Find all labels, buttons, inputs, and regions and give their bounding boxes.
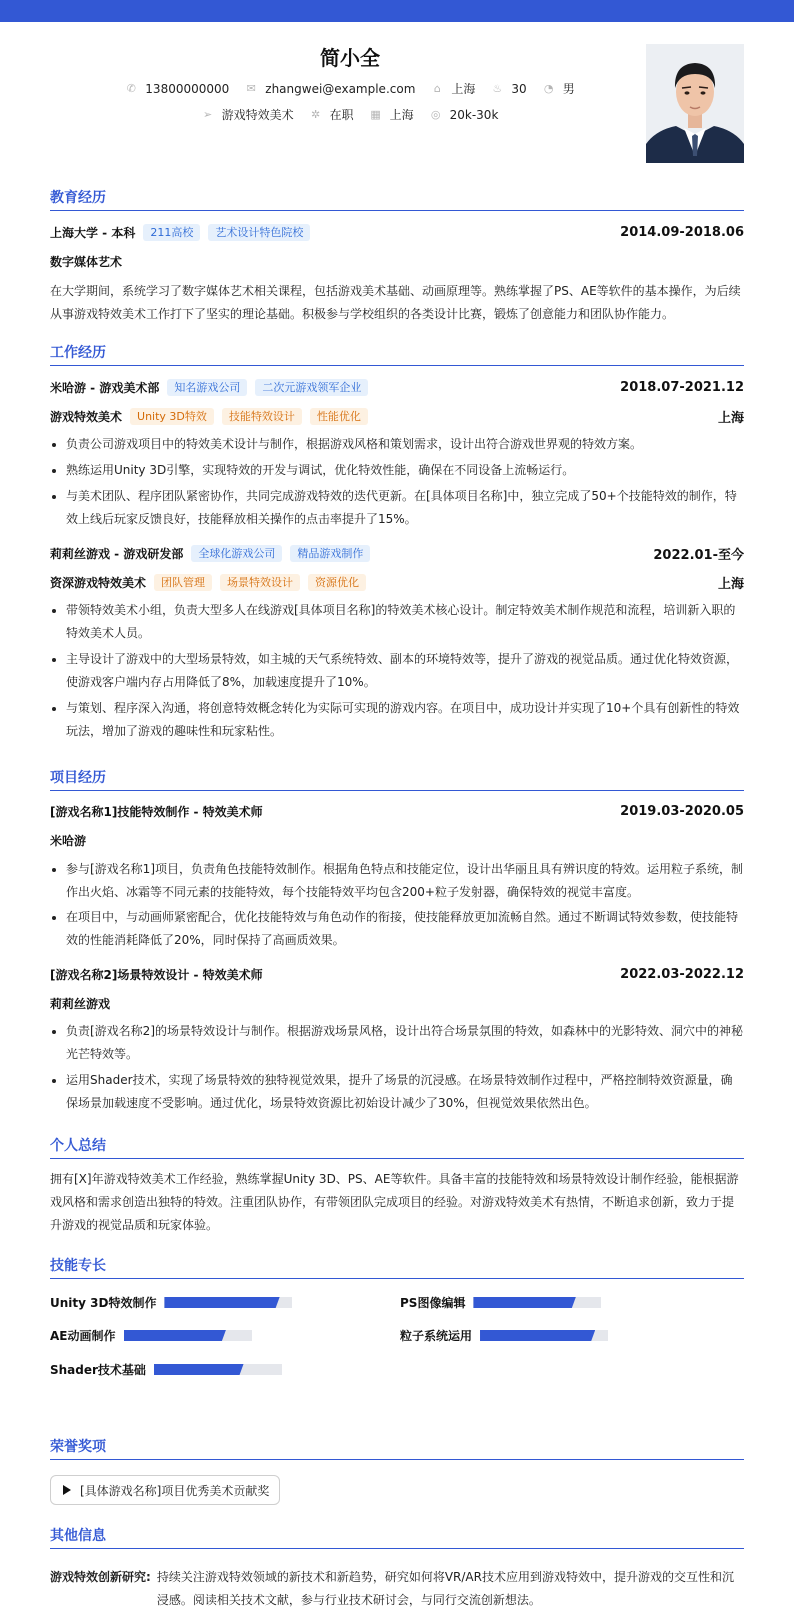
phone-item — [125, 82, 229, 96]
company-name: 莉莉丝游戏 - 游戏研发部 — [50, 547, 184, 561]
section-title-summary: 个人总结 — [50, 1135, 744, 1159]
project-bullet: 在项目中，与动画师紧密配合，优化技能特效与角色动作的衔接，使技能释放更加流畅自然。通过不断调试特效参数，使技能特效的性能消耗降低了20%，同时保持了高画质效果。 — [50, 906, 744, 952]
project-bullet: 参与[游戏名称1]项目，负责角色技能特效制作。根据角色特点和技能定位，设计出华丽且具有辨识度的特效。运用粒子系统，制作出火焰、冰霜等不同元素的技能特效，每个技能特效平均包含200+粒子发射器，确保特效的视觉丰富度。 — [50, 858, 744, 904]
company-tag: 二次元游戏领军企业 — [255, 379, 368, 396]
job-text: 游戏特效美术 — [221, 108, 294, 122]
building-icon: ▦ — [370, 107, 381, 121]
skill-tag: Unity 3D特效 — [130, 408, 214, 425]
skill-tag: 技能特效设计 — [222, 408, 302, 425]
project-header — [50, 803, 744, 820]
age-text: 30 — [511, 81, 527, 96]
status-icon: ✲ — [310, 107, 321, 121]
skill-bar-fill — [480, 1330, 595, 1341]
project-title: [游戏名称2]场景特效设计 - 特效美术师 — [50, 968, 263, 982]
skill-bar-fill — [164, 1297, 279, 1308]
skill-bar-fill — [124, 1330, 226, 1341]
skill-bar-fill — [473, 1297, 575, 1308]
skill-item — [50, 1294, 292, 1311]
work-date: 2022.01-至今 — [653, 548, 744, 563]
section-title-education: 教育经历 — [50, 187, 744, 211]
project-bullet: 负责[游戏名称2]的场景特效设计与制作。根据游戏场景风格，设计出符合场景氛围的特效，如森林中的光影特效、洞穴中的神秘光芒特效等。 — [50, 1020, 744, 1066]
project-company: 米哈游 — [50, 834, 87, 848]
skill-tag: 团队管理 — [154, 574, 212, 591]
work-header — [50, 544, 744, 563]
education-header — [50, 224, 744, 241]
skill-item — [50, 1361, 282, 1378]
project-company: 莉莉丝游戏 — [50, 997, 111, 1011]
coin-icon: ◎ — [430, 107, 441, 121]
contact-row — [0, 80, 700, 97]
skill-name: PS图像编辑 — [400, 1296, 466, 1310]
skill-name: 粒子系统运用 — [400, 1329, 473, 1343]
skill-bar-track — [164, 1297, 292, 1308]
work-city: 上海 — [717, 411, 744, 426]
gender-text: 男 — [562, 82, 575, 96]
honor-item[interactable] — [50, 1475, 280, 1505]
skill-tag: 资源优化 — [308, 574, 366, 591]
city-text: 上海 — [389, 108, 414, 122]
work-role-row — [50, 407, 744, 426]
project-date: 2019.03-2020.05 — [620, 804, 744, 819]
skill-bar-track — [473, 1297, 601, 1308]
role-title: 游戏特效美术 — [50, 410, 123, 424]
skill-bar-fill — [154, 1364, 244, 1375]
phone-text: 13800000000 — [145, 81, 230, 96]
school-tag: 211高校 — [143, 224, 200, 241]
skill-tag: 性能优化 — [310, 408, 368, 425]
mail-icon: ✉ — [246, 81, 256, 95]
skill-bar-track — [480, 1330, 608, 1341]
school-name: 上海大学 - 本科 — [50, 226, 136, 240]
section-title-other: 其他信息 — [50, 1525, 744, 1549]
project-bullet: 运用Shader技术，实现了场景特效的独特视觉效果，提升了场景的沉浸感。在场景特效制作过程中，严格控制特效资源量，确保场景加载速度不受影响。通过优化，场景特效资源比初始设计减少了30%，但视觉效果依然出色。 — [50, 1069, 744, 1115]
work-bullet: 负责公司游戏项目中的特效美术设计与制作，根据游戏风格和策划需求，设计出符合游戏世界观的特效方案。 — [50, 433, 744, 456]
other-info-item — [50, 1566, 744, 1612]
age-item — [491, 82, 526, 96]
company-tag: 精品游戏制作 — [290, 545, 370, 562]
work-date: 2018.07-2021.12 — [620, 380, 744, 395]
skill-name: AE动画制作 — [50, 1329, 116, 1343]
home-icon: ⌂ — [433, 81, 441, 95]
other-info-key: 游戏特效创新研究: — [50, 1570, 151, 1584]
skill-item — [50, 1327, 252, 1344]
skill-name: Unity 3D特效制作 — [50, 1296, 157, 1310]
cake-icon: ♨ — [492, 81, 503, 95]
job-intent-row — [0, 106, 700, 123]
education-description: 在大学期间，系统学习了数字媒体艺术相关课程，包括游戏美术基础、动画原理等。熟练掌握了PS、AE等软件的基本操作，为后续从事游戏特效美术工作打下了坚实的理论基础。积极参与学校组织的各类设计比赛，锻炼了创意能力和团队协作能力。 — [50, 284, 741, 321]
role-title: 资深游戏特效美术 — [50, 576, 147, 590]
work-header — [50, 379, 744, 396]
summary-text: 拥有[X]年游戏特效美术工作经验，熟练掌握Unity 3D、PS、AE等软件。具备丰富的技能特效和场景特效设计制作经验，能根据游戏风格和需求创造出独特的特效。注重团队协作，有带领团队完成项目的经验。对游戏特效美术有热情，不断追求创新，致力于提升游戏的视觉品质和玩家体验。 — [50, 1172, 739, 1232]
email-text: zhangwei@example.com — [265, 81, 416, 96]
other-info-value: 持续关注游戏特效领域的新技术和新趋势，研究如何将VR/AR技术应用到游戏特效中，提升游戏的交互性和沉浸感。阅读相关技术文献，参与行业技术研讨会，与同行交流创新想法。 — [156, 1570, 734, 1607]
skill-bar-track — [124, 1330, 252, 1341]
phone-icon: ✆ — [126, 81, 136, 95]
status-item — [310, 106, 354, 123]
portrait-illustration — [646, 44, 744, 163]
major: 数字媒体艺术 — [50, 255, 123, 269]
education-date: 2014.09-2018.06 — [620, 225, 744, 240]
company-tag: 全球化游戏公司 — [191, 545, 282, 562]
skill-bar-track — [154, 1364, 282, 1375]
resume-name: 简小全 — [320, 46, 380, 70]
top-accent-bar — [0, 0, 794, 22]
skill-tag: 场景特效设计 — [220, 574, 300, 591]
company-tag: 知名游戏公司 — [167, 379, 247, 396]
honor-text: [具体游戏名称]项目优秀美术贡献奖 — [80, 1483, 270, 1498]
skill-item — [400, 1327, 608, 1344]
section-title-honors: 荣誉奖项 — [50, 1436, 744, 1460]
location-item — [431, 80, 475, 97]
project-date: 2022.03-2022.12 — [620, 967, 744, 982]
project-title: [游戏名称1]技能特效制作 - 特效美术师 — [50, 805, 263, 819]
project-header — [50, 966, 744, 983]
work-bullet: 带领特效美术小组，负责大型多人在线游戏[具体项目名称]的特效美术核心设计。制定特效美术制作规范和流程，培训新入职的特效美术人员。 — [50, 599, 744, 645]
job-item — [202, 106, 294, 123]
skill-item — [400, 1294, 601, 1311]
section-title-projects: 项目经历 — [50, 767, 744, 791]
gender-icon: ◔ — [543, 81, 554, 95]
school-tag: 艺术设计特色院校 — [208, 224, 310, 241]
work-bullet: 与策划、程序深入沟通，将创意特效概念转化为实际可实现的游戏内容。在项目中，成功设计并实现了10+个具有创新性的特效玩法，增加了游戏的趣味性和玩家粘性。 — [50, 697, 744, 743]
work-bullet: 熟练运用Unity 3D引擎，实现特效的开发与调试，优化特效性能，确保在不同设备上流畅运行。 — [50, 459, 744, 482]
work-bullet: 主导设计了游戏中的大型场景特效，如主城的天气系统特效、副本的环境特效等，提升了游戏的视觉品质。通过优化特效资源，使游戏客户端内存占用降低了8%，加载速度提升了10%。 — [50, 648, 744, 694]
location-text: 上海 — [451, 82, 476, 96]
work-role-row — [50, 573, 744, 592]
section-title-skills: 技能专长 — [50, 1255, 744, 1279]
work-bullet: 与美术团队、程序团队紧密协作，共同完成游戏特效的迭代更新。在[具体项目名称]中，独立完成了50+个技能特效的制作，特效上线后玩家反馈良好，技能释放相关操作的点击率提升了15%。 — [50, 485, 744, 531]
salary-item — [430, 108, 499, 122]
city-item — [370, 106, 414, 123]
company-name: 米哈游 - 游戏美术部 — [50, 381, 160, 395]
status-text: 在职 — [329, 108, 354, 122]
skill-name: Shader技术基础 — [50, 1363, 146, 1377]
expand-triangle-icon — [63, 1485, 71, 1495]
work-city: 上海 — [717, 577, 744, 592]
section-title-work: 工作经历 — [50, 342, 744, 366]
gender-item — [543, 80, 575, 97]
send-icon: ➢ — [202, 107, 213, 121]
profile-photo — [646, 44, 744, 163]
email-item — [245, 82, 415, 96]
salary-text: 20k-30k — [449, 107, 499, 122]
